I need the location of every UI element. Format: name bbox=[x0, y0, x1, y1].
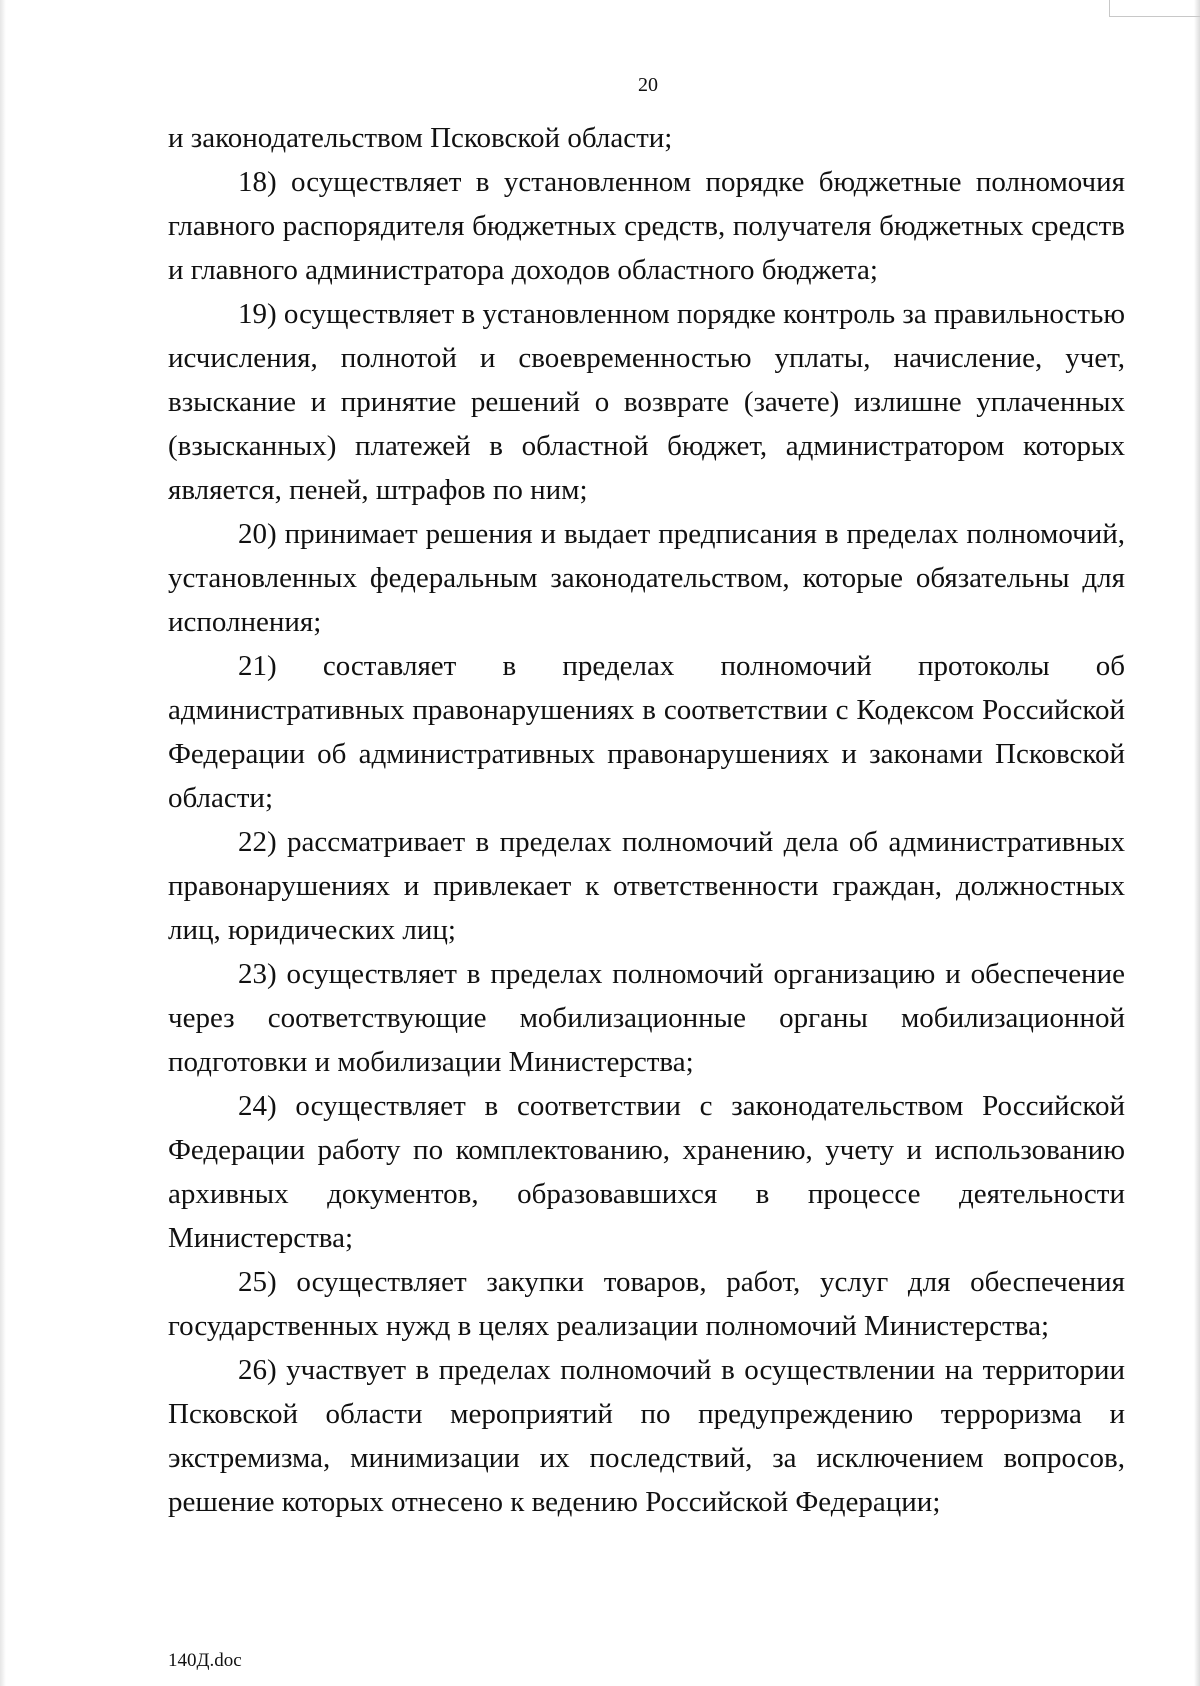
continuation-line: и законодательством Псковской области; bbox=[168, 122, 673, 154]
list-item-23: 23) осуществляет в пределах полномочий организацию и обеспечение через соответствующие мобилизационные органы мобилизационной подготовки и мобилизации Министерства; bbox=[168, 958, 1125, 1078]
document-body bbox=[168, 116, 1125, 1524]
list-item-26: 26) участвует в пределах полномочий в осуществлении на территории Псковской области мероприятий по предупреждению терроризма и экстремизма, минимизации их последствий, за исключением вопросов, решение которых отнесено к ведению Российской Федерации; bbox=[168, 1354, 1125, 1518]
list-item-25: 25) осуществляет закупки товаров, работ, услуг для обеспечения государственных нужд в целях реализации полномочий Министерства; bbox=[168, 1266, 1125, 1342]
list-item-22: 22) рассматривает в пределах полномочий дела об административных правонарушениях и привлекает к ответственности граждан, должностных лиц, юридических лиц; bbox=[168, 826, 1125, 946]
scan-edge-right bbox=[1194, 0, 1200, 1686]
scan-edge-left bbox=[0, 0, 6, 1686]
scan-corner-mark bbox=[1109, 0, 1200, 17]
list-item-18: 18) осуществляет в установленном порядке бюджетные полномочия главного распорядителя бюджетных средств, получателя бюджетных средств и главного администратора доходов областного бюджета; bbox=[168, 166, 1125, 286]
list-item-19: 19) осуществляет в установленном порядке контроль за правильностью исчисления, полнотой и своевременностью уплаты, начисление, учет, взыскание и принятие решений о возврате (зачете) излишне уплаченных (взысканных) платежей в областной бюджет, администратором которых является, пеней, штрафов по ним; bbox=[168, 298, 1125, 506]
list-item-21: 21) составляет в пределах полномочий протоколы об административных правонарушениях в соответствии с Кодексом Российской Федерации об административных правонарушениях и законами Псковской области; bbox=[168, 650, 1125, 814]
list-item-20: 20) принимает решения и выдает предписания в пределах полномочий, установленных федеральным законодательством, которые обязательны для исполнения; bbox=[168, 518, 1125, 638]
list-item-24: 24) осуществляет в соответствии с законодательством Российской Федерации работу по комплектованию, хранению, учету и использованию архивных документов, образовавшихся в процессе деятельности Министерства; bbox=[168, 1090, 1125, 1254]
footer-filename: 140Д.doc bbox=[168, 1650, 242, 1671]
page-number: 20 bbox=[638, 74, 658, 96]
